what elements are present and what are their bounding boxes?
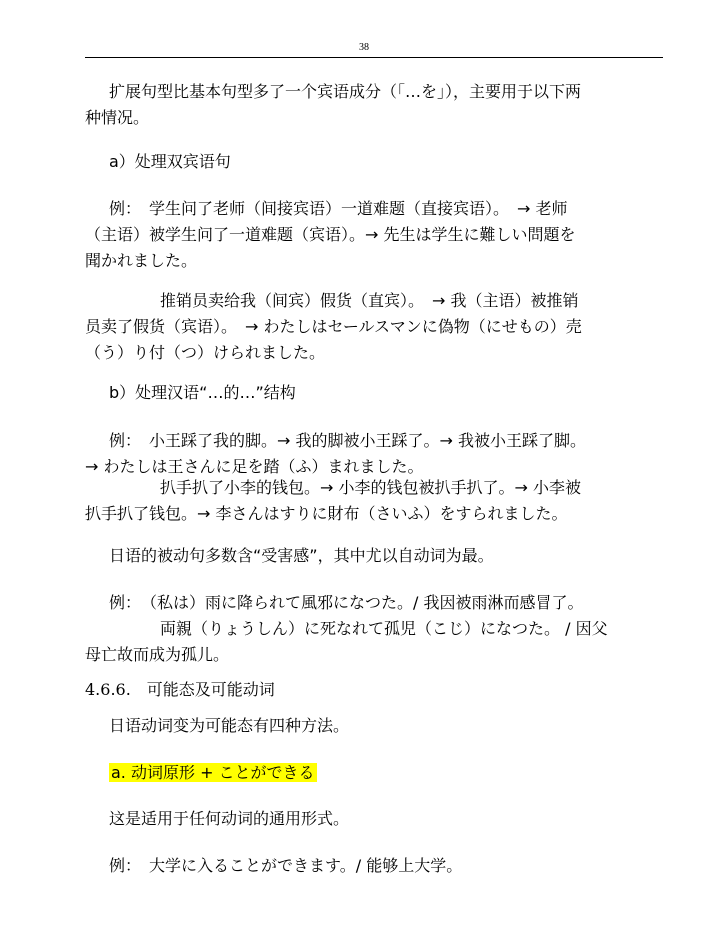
text-line: 这是适用于任何动词的通用形式。 [109, 809, 350, 828]
text-line: 例： 大学に入ることができます。/ 能够上大学。 [109, 856, 463, 875]
text-line: （主语）被学生问了一道难题（宾语）。→ 先生は学生に難しい問題を [85, 225, 576, 244]
text-line: 例： 学生问了老师（间接宾语）一道难题（直接宾语）。 → 老师 [109, 199, 568, 218]
section-number-heading: 4.6.6. 可能态及可能动词 [85, 680, 275, 699]
text-line: 聞かれました。 [85, 251, 198, 270]
text-line: （う）り付（つ）けられました。 [85, 343, 326, 362]
text-line: 员卖了假货（宾语）。 → わたしはセールスマンに偽物（にせもの）売 [85, 317, 582, 336]
text-line: 日语的被动句多数含“受害感”，其中尤以自动词为最。 [109, 546, 494, 565]
text-line: 推销员卖给我（间宾）假货（直宾）。 → 我（主语）被推销 [160, 291, 579, 310]
section-heading: a）处理双宾语句 [109, 152, 231, 171]
page-number: 38 [359, 42, 369, 53]
text-line: 扒手扒了钱包。→ 李さんはすりに財布（さいふ）をすられました。 [85, 504, 568, 523]
text-line: 扩展句型比基本句型多了一个宾语成分（「…を」），主要用于以下两 [109, 82, 582, 101]
text-line: 例： 小王踩了我的脚。→ 我的脚被小王踩了。→ 我被小王踩了脚。 [109, 431, 586, 450]
text-line: 种情况。 [85, 108, 150, 127]
highlighted-text: a. 动词原形 + ことができる [111, 763, 315, 782]
text-line: 両親（りょうしん）に死なれて孤児（こじ）になつた。 / 因父 [160, 619, 608, 638]
text-line: → わたしは王さんに足を踏（ふ）まれました。 [85, 457, 424, 476]
section-heading: b）处理汉语“…的…”结构 [109, 383, 296, 402]
text-line: 母亡故而成为孤儿。 [85, 645, 230, 664]
highlighted-rule [109, 760, 317, 786]
text-line: 扒手扒了小李的钱包。→ 小李的钱包被扒手扒了。→ 小李被 [160, 478, 581, 497]
header-rule [85, 57, 663, 58]
text-line: 日语动词变为可能态有四种方法。 [109, 716, 350, 735]
text-line: 例： （私は）雨に降られて風邪になつた。/ 我因被雨淋而感冒了。 [109, 593, 584, 612]
